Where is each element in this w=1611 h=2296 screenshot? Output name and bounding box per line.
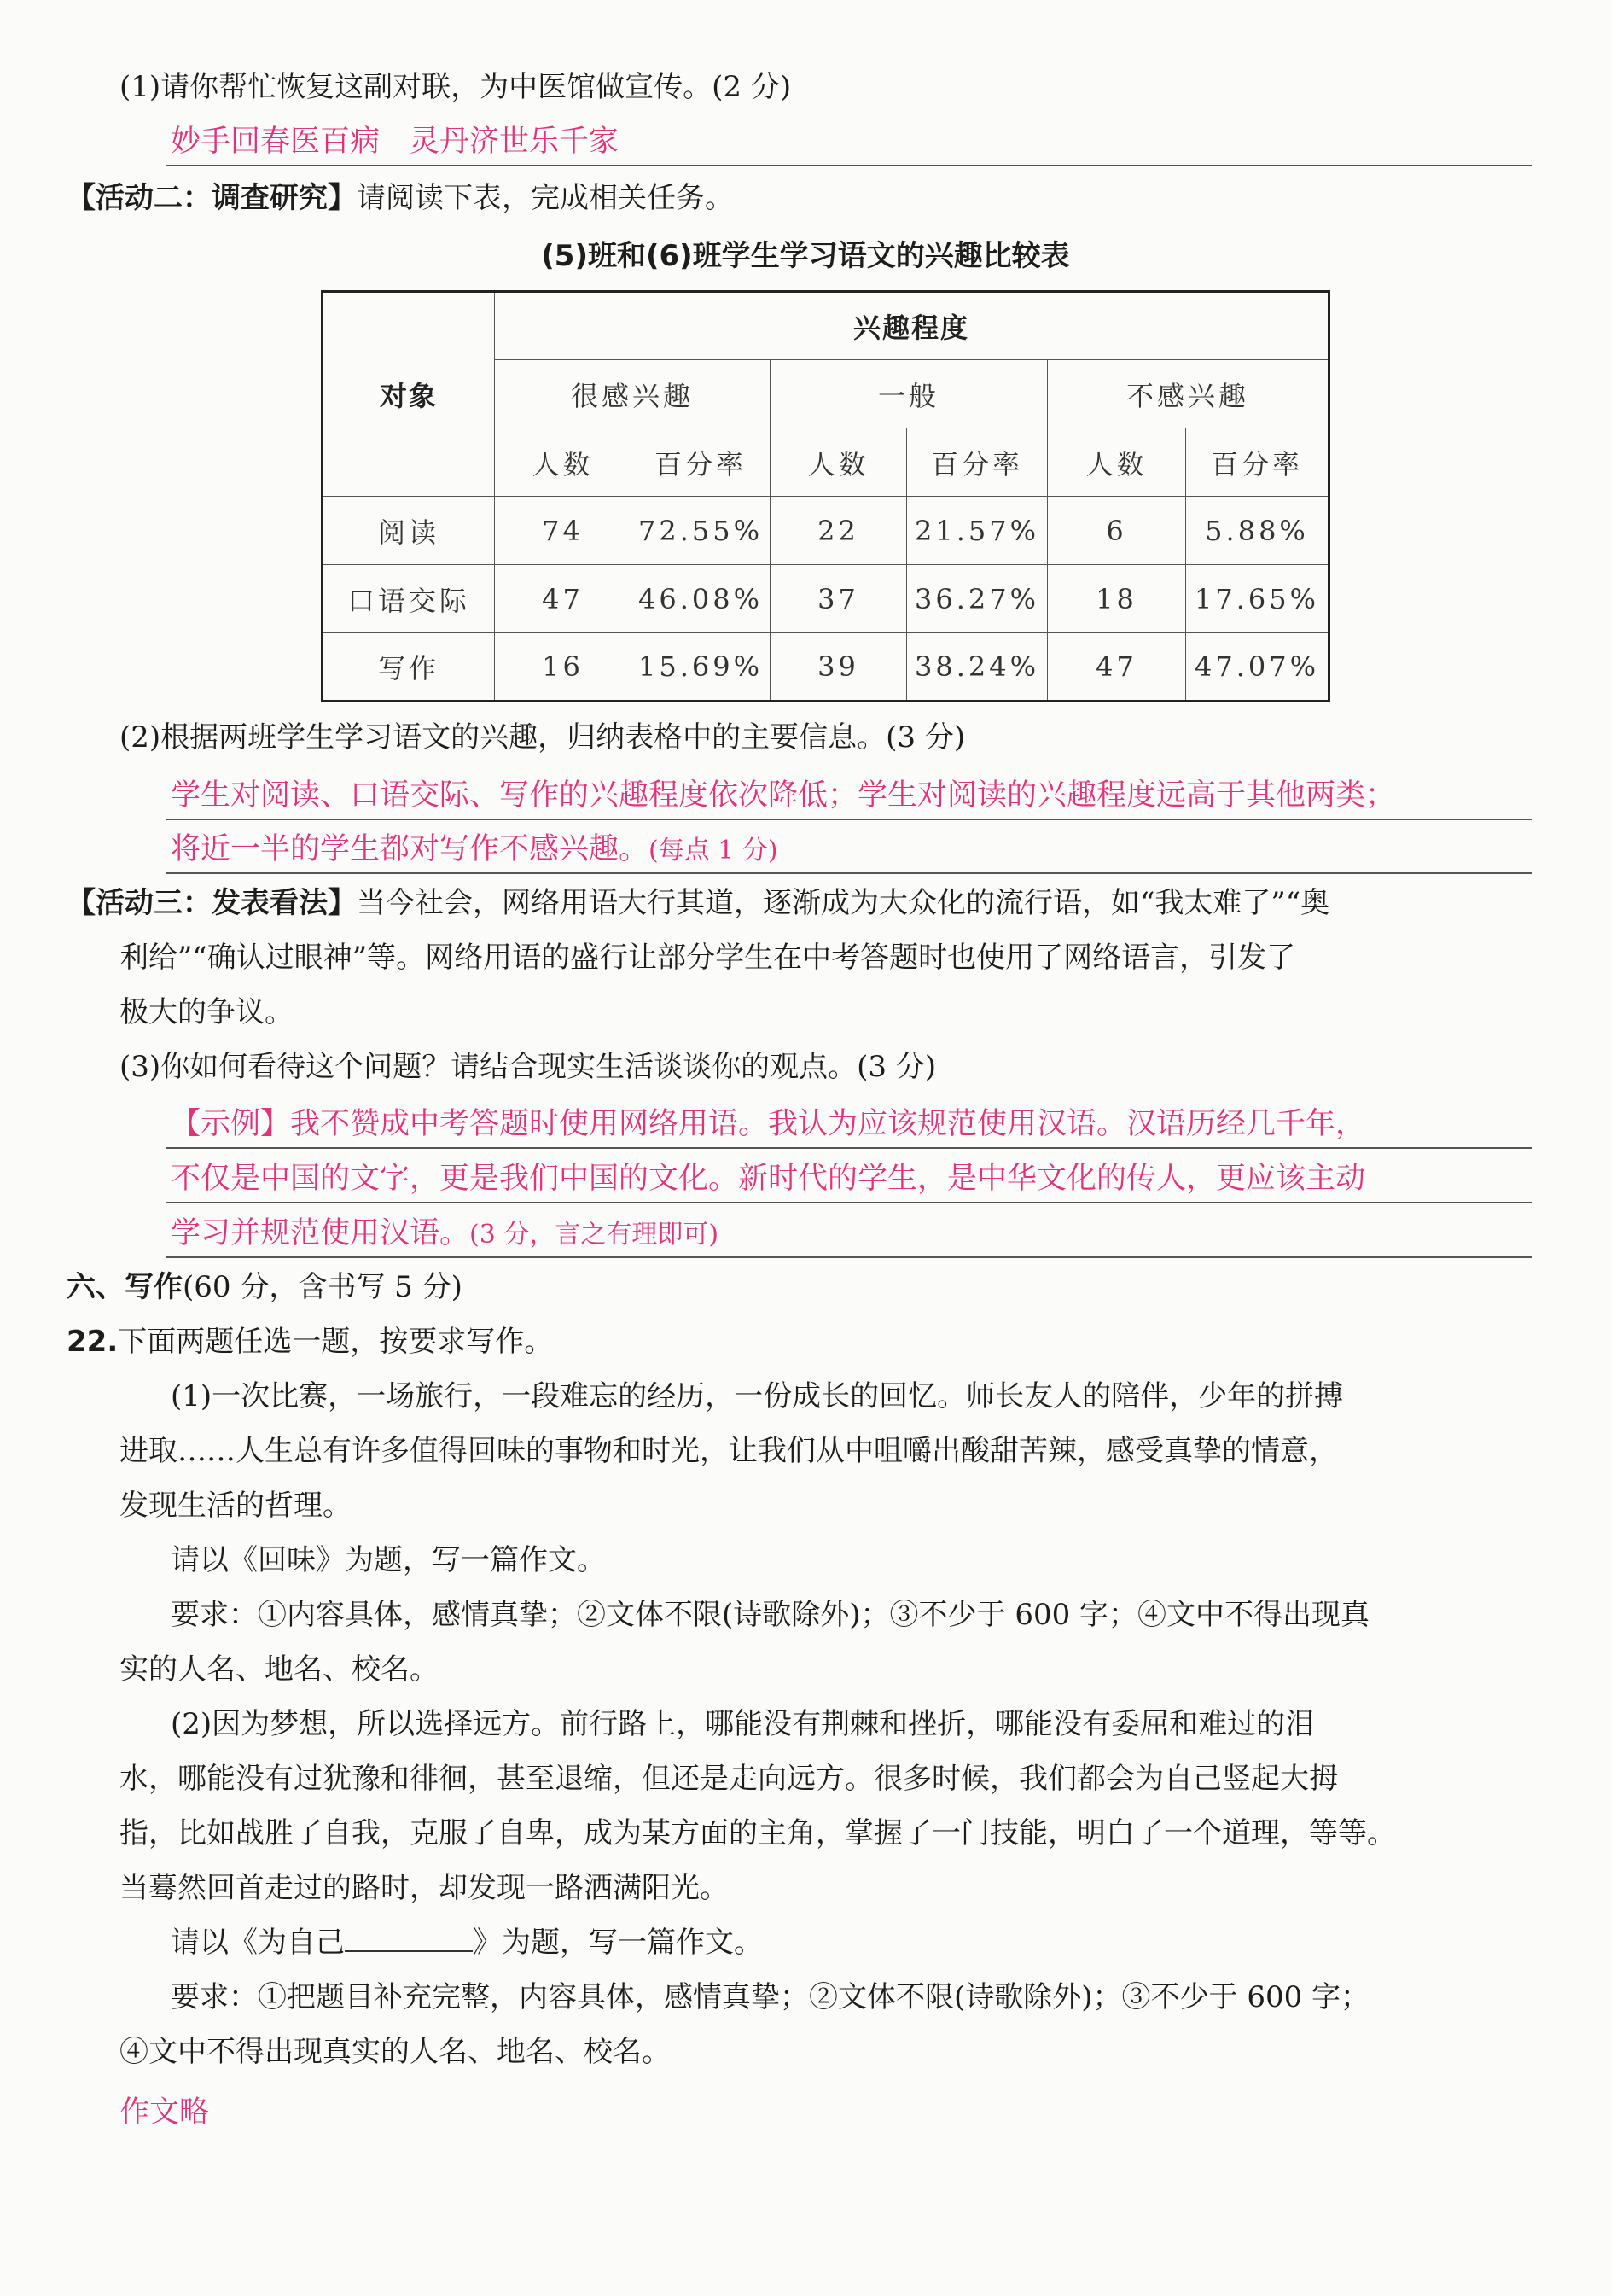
row-label: 写作 — [323, 633, 495, 702]
section6-score: (60 分，含书写 5 分) — [183, 1270, 462, 1304]
q22-p1-line2: 进取……人生总有许多值得回味的事物和时光，让我们从中咀嚼出酸甜苦辣，感受真挚的情意， — [119, 1434, 1338, 1468]
q22-p2-line1: (2)因为梦想，所以选择远方。前行路上，哪能没有荆棘和挫折，哪能没有委屈和难过的泪 — [171, 1707, 1315, 1741]
table-row — [323, 633, 1329, 702]
answer-underline — [166, 819, 1532, 820]
activity2-label: 【活动二：调查研究】 — [67, 181, 357, 215]
activity2-text: 请阅读下表，完成相关任务。 — [357, 181, 734, 215]
level-header: 很感兴趣 — [495, 360, 771, 428]
activity2-line — [67, 179, 734, 217]
q22-p1-title: 请以《回味》为题，写一篇作文。 — [171, 1543, 606, 1577]
activity3-line2: 利给”“确认过眼神”等。网络用语的盛行让部分学生在中考答题时也使用了网络语言，引发了 — [119, 941, 1296, 975]
row-label: 口语交际 — [323, 565, 495, 633]
q22-p1-line1: (1)一次比赛，一场旅行，一段难忘的经历，一份成长的回忆。师长友人的陪伴，少年的拼搏 — [171, 1379, 1344, 1413]
activity3-line1 — [67, 884, 1329, 922]
answer-underline — [166, 1256, 1532, 1258]
table-cell: 47 — [1048, 633, 1186, 702]
table-cell: 5.88% — [1186, 497, 1329, 565]
q22-intro: 下面两题任选一题，按要求写作。 — [118, 1325, 554, 1359]
level-header: 一般 — [771, 360, 1048, 428]
subcol-header: 人数 — [771, 428, 907, 497]
q2-prompt: (2)根据两班学生学习语文的兴趣，归纳表格中的主要信息。(3 分) — [119, 720, 966, 755]
table-cell: 36.27% — [907, 565, 1048, 633]
q2-answer-text: 将近一半的学生都对写作不感兴趣。 — [171, 832, 649, 866]
answer-underline — [166, 1202, 1532, 1203]
q22-p2-title-post: 》为题，写一篇作文。 — [473, 1926, 763, 1960]
interest-table — [321, 290, 1330, 702]
q22-p1-req1: 要求：①内容具体，感情真挚；②文体不限(诗歌除外)；③不少于 600 字；④文中不得出现真 — [171, 1598, 1370, 1632]
table-cell: 22 — [771, 497, 907, 565]
q22-intro-line — [67, 1323, 553, 1361]
table-cell: 74 — [495, 497, 631, 565]
table-cell: 47.07% — [1186, 633, 1329, 702]
q3-answer-line1: 【示例】我不赞成中考答题时使用网络用语。我认为应该规范使用汉语。汉语历经几千年， — [171, 1107, 1366, 1141]
table-cell: 21.57% — [907, 497, 1048, 565]
q1-prompt: (1)请你帮忙恢复这副对联，为中医馆做宣传。(2 分) — [119, 70, 792, 104]
header-object: 对象 — [323, 292, 495, 497]
section6-title: 六、写作 — [67, 1270, 183, 1304]
table-row — [323, 497, 1329, 565]
q22-p2-line3: 指，比如战胜了自我，克服了自卑，成为某方面的主角，掌握了一门技能，明白了一个道理，等等。 — [119, 1816, 1396, 1850]
section6-heading — [67, 1268, 462, 1306]
table-cell: 18 — [1048, 565, 1186, 633]
level-header: 不感兴趣 — [1048, 360, 1329, 428]
answer-underline — [166, 872, 1532, 874]
activity3-line3: 极大的争议。 — [119, 995, 294, 1029]
q22-p2-req1: 要求：①把题目补充完整，内容具体，感情真挚；②文体不限(诗歌除外)；③不少于 600 字； — [171, 1980, 1370, 2014]
header-interest: 兴趣程度 — [495, 292, 1329, 360]
subcol-header: 百分率 — [907, 428, 1048, 497]
subcol-header: 人数 — [1048, 428, 1186, 497]
q22-p2-req2: ④文中不得出现真实的人名、地名、校名。 — [119, 2035, 671, 2069]
table-cell: 46.08% — [631, 565, 771, 633]
answer-underline — [166, 1147, 1532, 1149]
title-blank — [345, 1925, 473, 1952]
table-cell: 72.55% — [631, 497, 771, 565]
activity3-text1: 当今社会，网络用语大行其道，逐渐成为大众化的流行语，如“我太难了”“奥 — [357, 886, 1330, 920]
q22-p2-title — [171, 1924, 763, 1961]
q3-answer-note: (3 分，言之有理即可) — [469, 1220, 719, 1250]
table-row — [323, 565, 1329, 633]
q22-p2-title-pre: 请以《为自己 — [171, 1926, 345, 1960]
subcol-header: 百分率 — [1186, 428, 1329, 497]
table-cell: 47 — [495, 565, 631, 633]
q1-answer: 妙手回春医百病 灵丹济世乐千家 — [171, 125, 619, 159]
q3-answer-line3 — [171, 1214, 718, 1255]
table-cell: 37 — [771, 565, 907, 633]
q22-number: 22. — [67, 1325, 119, 1359]
q2-answer-note: (每点 1 分) — [648, 836, 778, 865]
q3-answer-text: 学习并规范使用汉语。 — [171, 1216, 470, 1250]
answer-underline — [166, 165, 1532, 166]
q22-p1-req2: 实的人名、地名、校名。 — [119, 1652, 439, 1687]
subcol-header: 百分率 — [631, 428, 771, 497]
table-cell: 6 — [1048, 497, 1186, 565]
row-label: 阅读 — [323, 497, 495, 565]
q22-answer: 作文略 — [119, 2095, 210, 2130]
table-cell: 17.65% — [1186, 565, 1329, 633]
q3-prompt: (3)你如何看待这个问题？请结合现实生活谈谈你的观点。(3 分) — [119, 1050, 937, 1084]
q22-p2-line2: 水，哪能没有过犹豫和徘徊，甚至退缩，但还是走向远方。很多时候，我们都会为自己竖起大拇 — [119, 1762, 1338, 1796]
q2-answer-line2 — [171, 830, 778, 871]
activity3-label: 【活动三：发表看法】 — [67, 886, 357, 920]
q22-p2-line4: 当蓦然回首走过的路时，却发现一路洒满阳光。 — [119, 1871, 729, 1905]
table-cell: 39 — [771, 633, 907, 702]
table-title: (5)班和(6)班学生学习语文的兴趣比较表 — [541, 239, 1070, 273]
subcol-header: 人数 — [495, 428, 631, 497]
q3-answer-line2: 不仅是中国的文字，更是我们中国的文化。新时代的学生，是中华文化的传人，更应该主动 — [171, 1162, 1366, 1196]
q22-p1-line3: 发现生活的哲理。 — [119, 1489, 352, 1523]
table-cell: 15.69% — [631, 633, 771, 702]
table-cell: 16 — [495, 633, 631, 702]
table-cell: 38.24% — [907, 633, 1048, 702]
q2-answer-line1: 学生对阅读、口语交际、写作的兴趣程度依次降低；学生对阅读的兴趣程度远高于其他两类； — [171, 778, 1396, 813]
